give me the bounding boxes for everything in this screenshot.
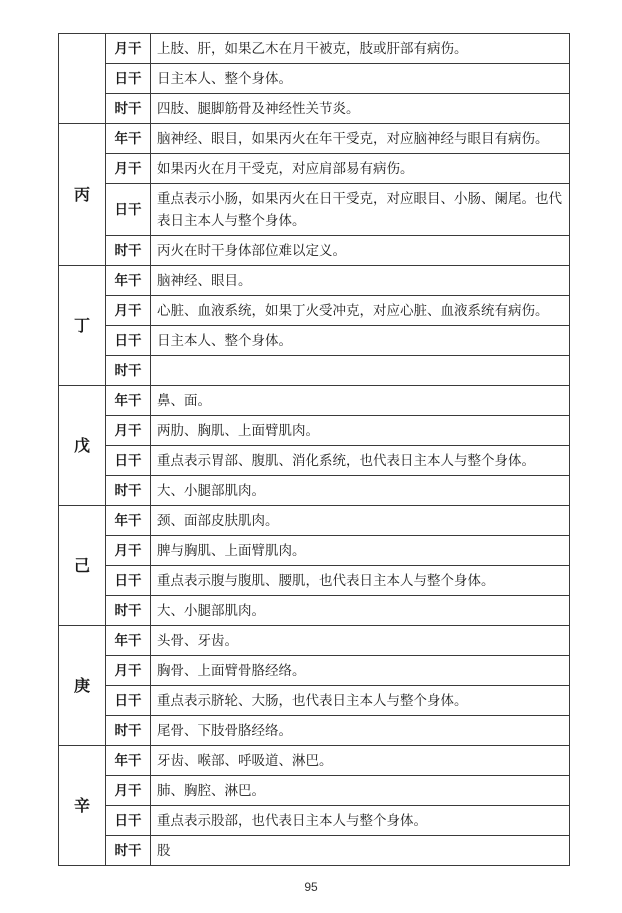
description-cell: 脾与胸肌、上面臂肌肉。 — [151, 536, 570, 566]
table-row — [59, 446, 570, 476]
table-row — [59, 506, 570, 536]
table-row — [59, 34, 570, 64]
table-row — [59, 746, 570, 776]
stem-cell: 己 — [59, 506, 106, 626]
pillar-cell: 月干 — [106, 416, 151, 446]
body-stem-table — [58, 33, 570, 866]
table-row — [59, 154, 570, 184]
stem-cell: 辛 — [59, 746, 106, 866]
description-cell: 两肋、胸肌、上面臂肌肉。 — [151, 416, 570, 446]
stem-cell — [59, 34, 106, 124]
table-row — [59, 236, 570, 266]
description-cell: 丙火在时干身体部位难以定义。 — [151, 236, 570, 266]
table-row — [59, 716, 570, 746]
table-row — [59, 356, 570, 386]
pillar-cell: 月干 — [106, 34, 151, 64]
pillar-cell: 日干 — [106, 686, 151, 716]
table-row — [59, 806, 570, 836]
description-cell: 尾骨、下肢骨胳经络。 — [151, 716, 570, 746]
pillar-cell: 月干 — [106, 296, 151, 326]
pillar-cell: 月干 — [106, 536, 151, 566]
description-cell: 日主本人、整个身体。 — [151, 64, 570, 94]
stem-cell: 丁 — [59, 266, 106, 386]
description-cell: 脑神经、眼目，如果丙火在年干受克，对应脑神经与眼目有病伤。 — [151, 124, 570, 154]
table-row — [59, 476, 570, 506]
description-cell — [151, 356, 570, 386]
pillar-cell: 年干 — [106, 506, 151, 536]
table-row — [59, 536, 570, 566]
pillar-cell: 时干 — [106, 836, 151, 866]
table-row — [59, 626, 570, 656]
pillar-cell: 时干 — [106, 596, 151, 626]
pillar-cell: 时干 — [106, 476, 151, 506]
description-cell: 日主本人、整个身体。 — [151, 326, 570, 356]
stem-cell: 丙 — [59, 124, 106, 266]
description-cell: 牙齿、喉部、呼吸道、淋巴。 — [151, 746, 570, 776]
table-row — [59, 416, 570, 446]
table-row — [59, 776, 570, 806]
description-cell: 大、小腿部肌肉。 — [151, 596, 570, 626]
pillar-cell: 年干 — [106, 746, 151, 776]
table-row — [59, 124, 570, 154]
stem-cell: 戊 — [59, 386, 106, 506]
description-cell: 重点表示脐轮、大肠，也代表日主本人与整个身体。 — [151, 686, 570, 716]
description-cell: 重点表示小肠，如果丙火在日干受克，对应眼目、小肠、阑尾。也代表日主本人与整个身体。 — [151, 184, 570, 236]
table-body — [59, 34, 570, 866]
stem-cell: 庚 — [59, 626, 106, 746]
pillar-cell: 时干 — [106, 236, 151, 266]
description-cell: 重点表示股部，也代表日主本人与整个身体。 — [151, 806, 570, 836]
description-cell: 四肢、腿脚筋骨及神经性关节炎。 — [151, 94, 570, 124]
pillar-cell: 年干 — [106, 386, 151, 416]
description-cell: 如果丙火在月干受克，对应肩部易有病伤。 — [151, 154, 570, 184]
description-cell: 脑神经、眼目。 — [151, 266, 570, 296]
table-row — [59, 296, 570, 326]
pillar-cell: 年干 — [106, 266, 151, 296]
description-cell: 重点表示腹与腹肌、腰肌，也代表日主本人与整个身体。 — [151, 566, 570, 596]
description-cell: 重点表示胃部、腹肌、消化系统，也代表日主本人与整个身体。 — [151, 446, 570, 476]
pillar-cell: 日干 — [106, 64, 151, 94]
table-row — [59, 686, 570, 716]
description-cell: 股 — [151, 836, 570, 866]
description-cell: 上肢、肝，如果乙木在月干被克，肢或肝部有病伤。 — [151, 34, 570, 64]
pillar-cell: 月干 — [106, 656, 151, 686]
pillar-cell: 时干 — [106, 94, 151, 124]
table-row — [59, 64, 570, 94]
pillar-cell: 日干 — [106, 184, 151, 236]
table-row — [59, 656, 570, 686]
pillar-cell: 日干 — [106, 446, 151, 476]
pillar-cell: 月干 — [106, 154, 151, 184]
table-row — [59, 94, 570, 124]
page-number: 95 — [304, 880, 318, 894]
description-cell: 肺、胸腔、淋巴。 — [151, 776, 570, 806]
pillar-cell: 日干 — [106, 326, 151, 356]
table-row — [59, 566, 570, 596]
table-row — [59, 596, 570, 626]
pillar-cell: 日干 — [106, 806, 151, 836]
description-cell: 大、小腿部肌肉。 — [151, 476, 570, 506]
table-row — [59, 836, 570, 866]
description-cell: 鼻、面。 — [151, 386, 570, 416]
table-row — [59, 386, 570, 416]
pillar-cell: 时干 — [106, 356, 151, 386]
table-row — [59, 326, 570, 356]
description-cell: 头骨、牙齿。 — [151, 626, 570, 656]
description-cell: 颈、面部皮肤肌肉。 — [151, 506, 570, 536]
table-row — [59, 184, 570, 236]
table-row — [59, 266, 570, 296]
pillar-cell: 年干 — [106, 124, 151, 154]
pillar-cell: 时干 — [106, 716, 151, 746]
description-cell: 胸骨、上面臂骨胳经络。 — [151, 656, 570, 686]
pillar-cell: 日干 — [106, 566, 151, 596]
pillar-cell: 月干 — [106, 776, 151, 806]
pillar-cell: 年干 — [106, 626, 151, 656]
description-cell: 心脏、血液系统，如果丁火受冲克，对应心脏、血液系统有病伤。 — [151, 296, 570, 326]
